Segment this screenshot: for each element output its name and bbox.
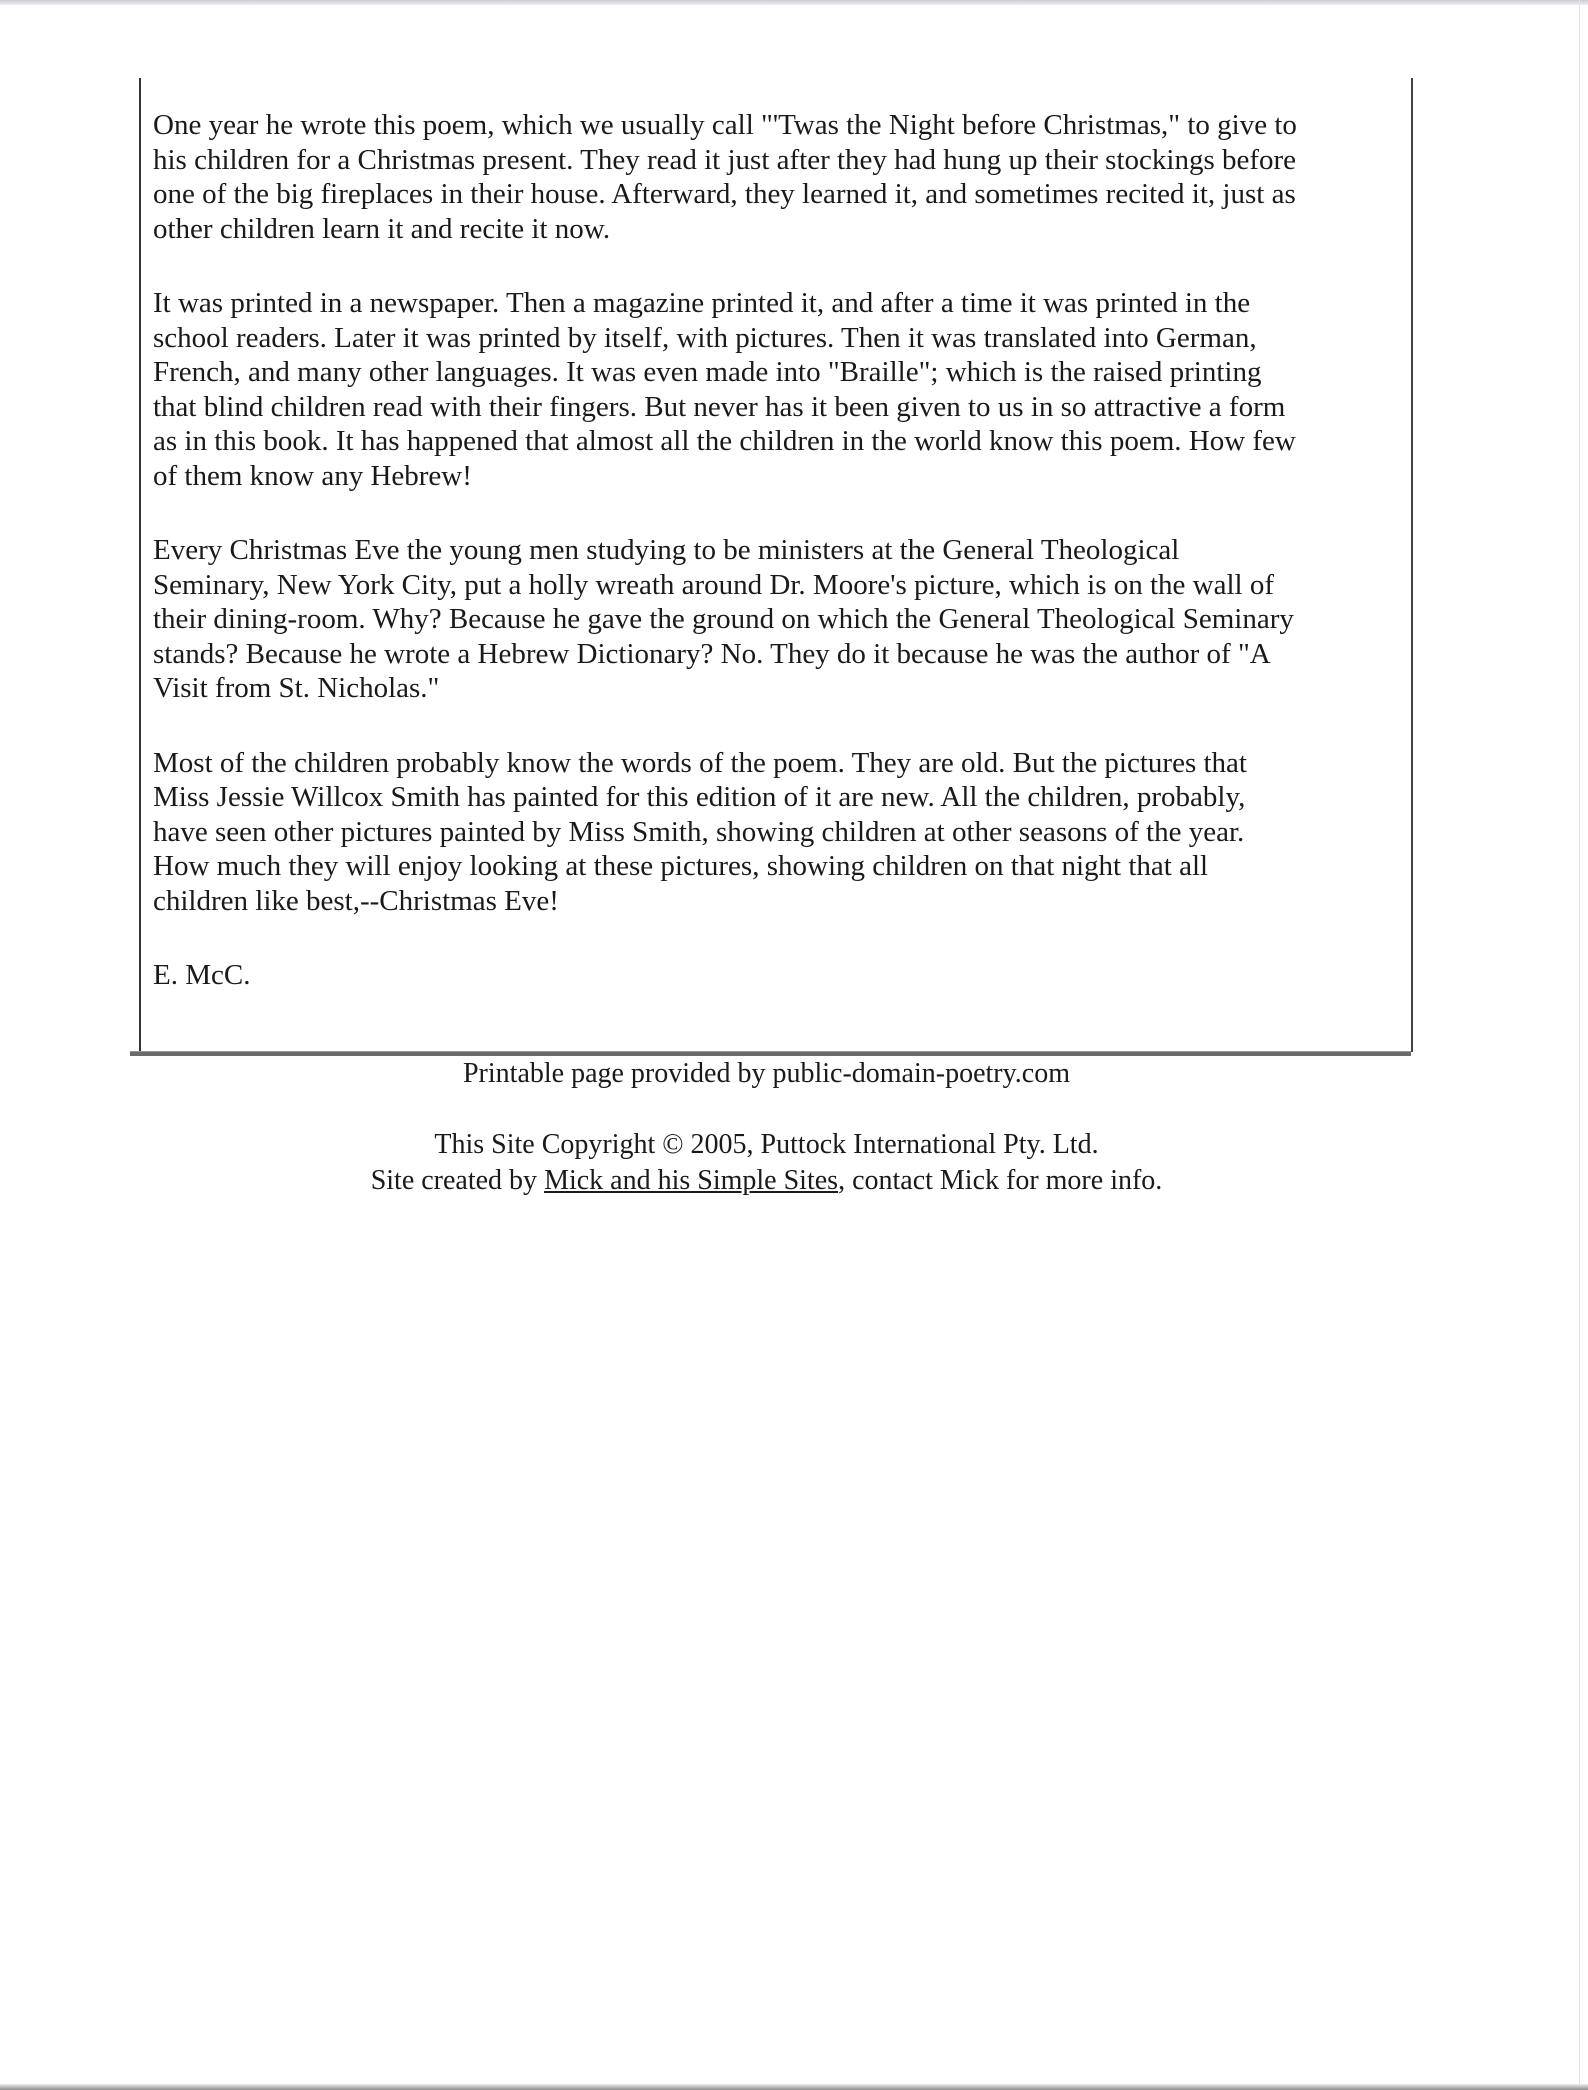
text-line: have seen other pictures painted by Miss Smith, showing children at other seasons of the year. — [153, 815, 1245, 848]
paragraph — [153, 286, 1297, 493]
text-line: of them know any Hebrew! — [153, 459, 472, 492]
credit-prefix: Site created by — [370, 1165, 545, 1196]
paragraph — [153, 533, 1297, 706]
scan-edge-bottom — [0, 2084, 1588, 2090]
paragraph — [153, 746, 1297, 919]
text-line: one of the big fireplaces in their house. Afterward, they learned it, and sometimes recited it, just as — [153, 178, 1296, 210]
text-line: Visit from St. Nicholas." — [153, 672, 440, 704]
text-line: Every Christmas Eve the young men studying to be ministers at the General Theological — [153, 534, 1180, 566]
content-box — [139, 78, 1413, 1052]
printable-notice — [0, 1056, 1533, 1092]
text-line: stands? Because he wrote a Hebrew Dictionary? No. They do it because he was the author of "A — [153, 637, 1271, 670]
text-line: E. McC. — [153, 959, 251, 991]
text-line: It was printed in a newspaper. Then a magazine printed it, and after a time it was printed in the — [153, 287, 1251, 319]
site-credit — [0, 1163, 1533, 1199]
text-line: his children for a Christmas present. They read it just after they had hung up their stockings before — [153, 143, 1297, 176]
text-line: as in this book. It has happened that almost all the children in the world know this poem. How few — [153, 425, 1296, 457]
text-line: children like best,--Christmas Eve! — [153, 884, 559, 917]
text-line: school readers. Later it was printed by itself, with pictures. Then it was translated into German, — [153, 321, 1257, 354]
simple-sites-link[interactable]: Mick and his Simple Sites — [544, 1165, 839, 1196]
printable-text: Printable page provided by public-domain-poetry.com — [462, 1058, 1071, 1089]
paragraph — [153, 958, 1297, 993]
article-body — [153, 108, 1297, 1033]
text-line: French, and many other languages. It was even made into "Braille"; which is the raised printing — [153, 356, 1262, 388]
credit-suffix: , contact Mick for more info. — [838, 1165, 1163, 1196]
scan-edge-right — [1579, 0, 1580, 2090]
text-line: One year he wrote this poem, which we usually call "'Twas the Night before Christmas," to give to — [153, 109, 1297, 141]
text-line: other children learn it and recite it now. — [153, 212, 611, 245]
text-line: How much they will enjoy looking at these pictures, showing children on that night that all — [153, 850, 1209, 882]
scan-edge-top — [0, 0, 1588, 5]
paragraph — [153, 108, 1297, 246]
text-line: their dining-room. Why? Because he gave the ground on which the General Theological Seminary — [153, 603, 1294, 635]
text-line: that blind children read with their fingers. But never has it been given to us in so attractive a form — [153, 390, 1286, 423]
text-line: Miss Jessie Willcox Smith has painted for this edition of it are new. All the children, probably, — [153, 781, 1246, 813]
copyright-text: This Site Copyright © 2005, Puttock International Pty. Ltd. — [434, 1129, 1099, 1160]
text-line: Seminary, New York City, put a holly wreath around Dr. Moore's picture, which is on the wall of — [153, 568, 1275, 601]
site-footer — [0, 1127, 1533, 1199]
text-line: Most of the children probably know the words of the poem. They are old. But the pictures that — [153, 746, 1247, 779]
